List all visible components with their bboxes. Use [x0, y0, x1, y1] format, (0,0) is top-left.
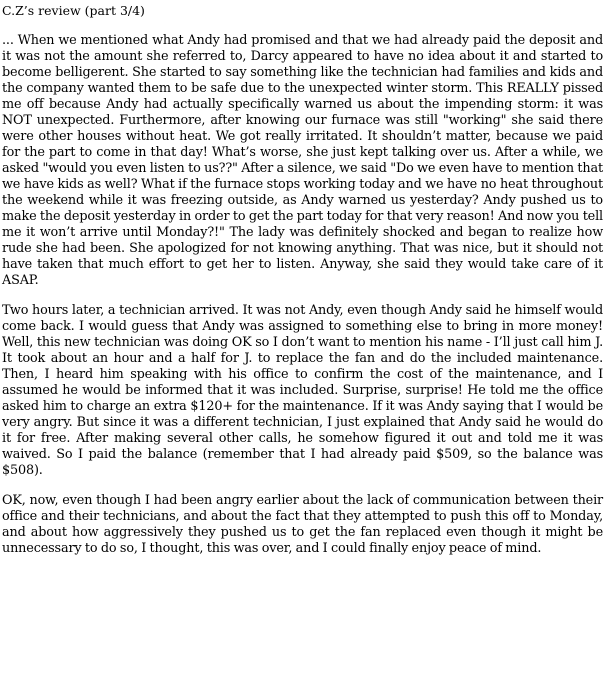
review-paragraph-3: OK, now, even though I had been angry earlier about the lack of communication between their office and their technicians, and about the fact that they attempted to push this off to Monday, and about how aggressively they pushed us to get the fan replaced even though it might be unnecessary to do so, I thought, this was over, and I could finally enjoy peace of mind. — [2, 493, 603, 556]
review-title: C.Z’s review (part 3/4) — [2, 3, 145, 18]
review-paragraph-2: Two hours later, a technician arrived. It was not Andy, even though Andy said he himself would come back. I would guess that Andy was assigned to something else to bring in more money! Well, this new technician was doing OK so I don’t want to mention his name - I’ll just call him J. It took about an hour and a half for J. to replace the fan and do the included maintenance. Then, I heard him speaking with his office to confirm the cost of the maintenance, and I assumed he would be informed that it was included. Surprise, surprise! He told me the office asked him to charge an extra $120+ for the maintenance. If it was Andy saying that I would be very angry. But since it was a different technician, I just explained that Andy said he would do it for free. After making several other calls, he somehow figured it out and told me it was waived. So I paid the balance (remember that I had already paid $509, so the balance was $508). — [2, 303, 603, 478]
review-paragraph-1: ... When we mentioned what Andy had promised and that we had already paid the deposit and it was not the amount she referred to, Darcy appeared to have no idea about it and started to become belligerent. She started to say something like the technician had families and kids and the company wanted them to be safe due to the unexpected winter storm. This REALLY pissed me off because Andy had actually specifically warned us about the impending storm: it was NOT unexpected. Furthermore, after knowing our furnace was still "working" she said there were other houses without heat. We got really irritated. It shouldn’t matter, because we paid for the part to come in that day! What’s worse, she just kept talking over us. After a while, we asked "would you even listen to us??" After a silence, we said "Do we even have to mention that we have kids as well? What if the furnace stops working today and we have no heat throughout the weekend while it was freezing outside, as Andy warned us yesterday? Andy pushed us to make the deposit yesterday in order to get the part today for that very reason! And now you tell me it won’t arrive until Monday?!" The lady was definitely shocked and began to realize how rude she had been. She apologized for not knowing anything. That was nice, but it should not have taken that much effort to get her to listen. Anyway, she said they would take care of it ASAP. — [2, 33, 603, 288]
